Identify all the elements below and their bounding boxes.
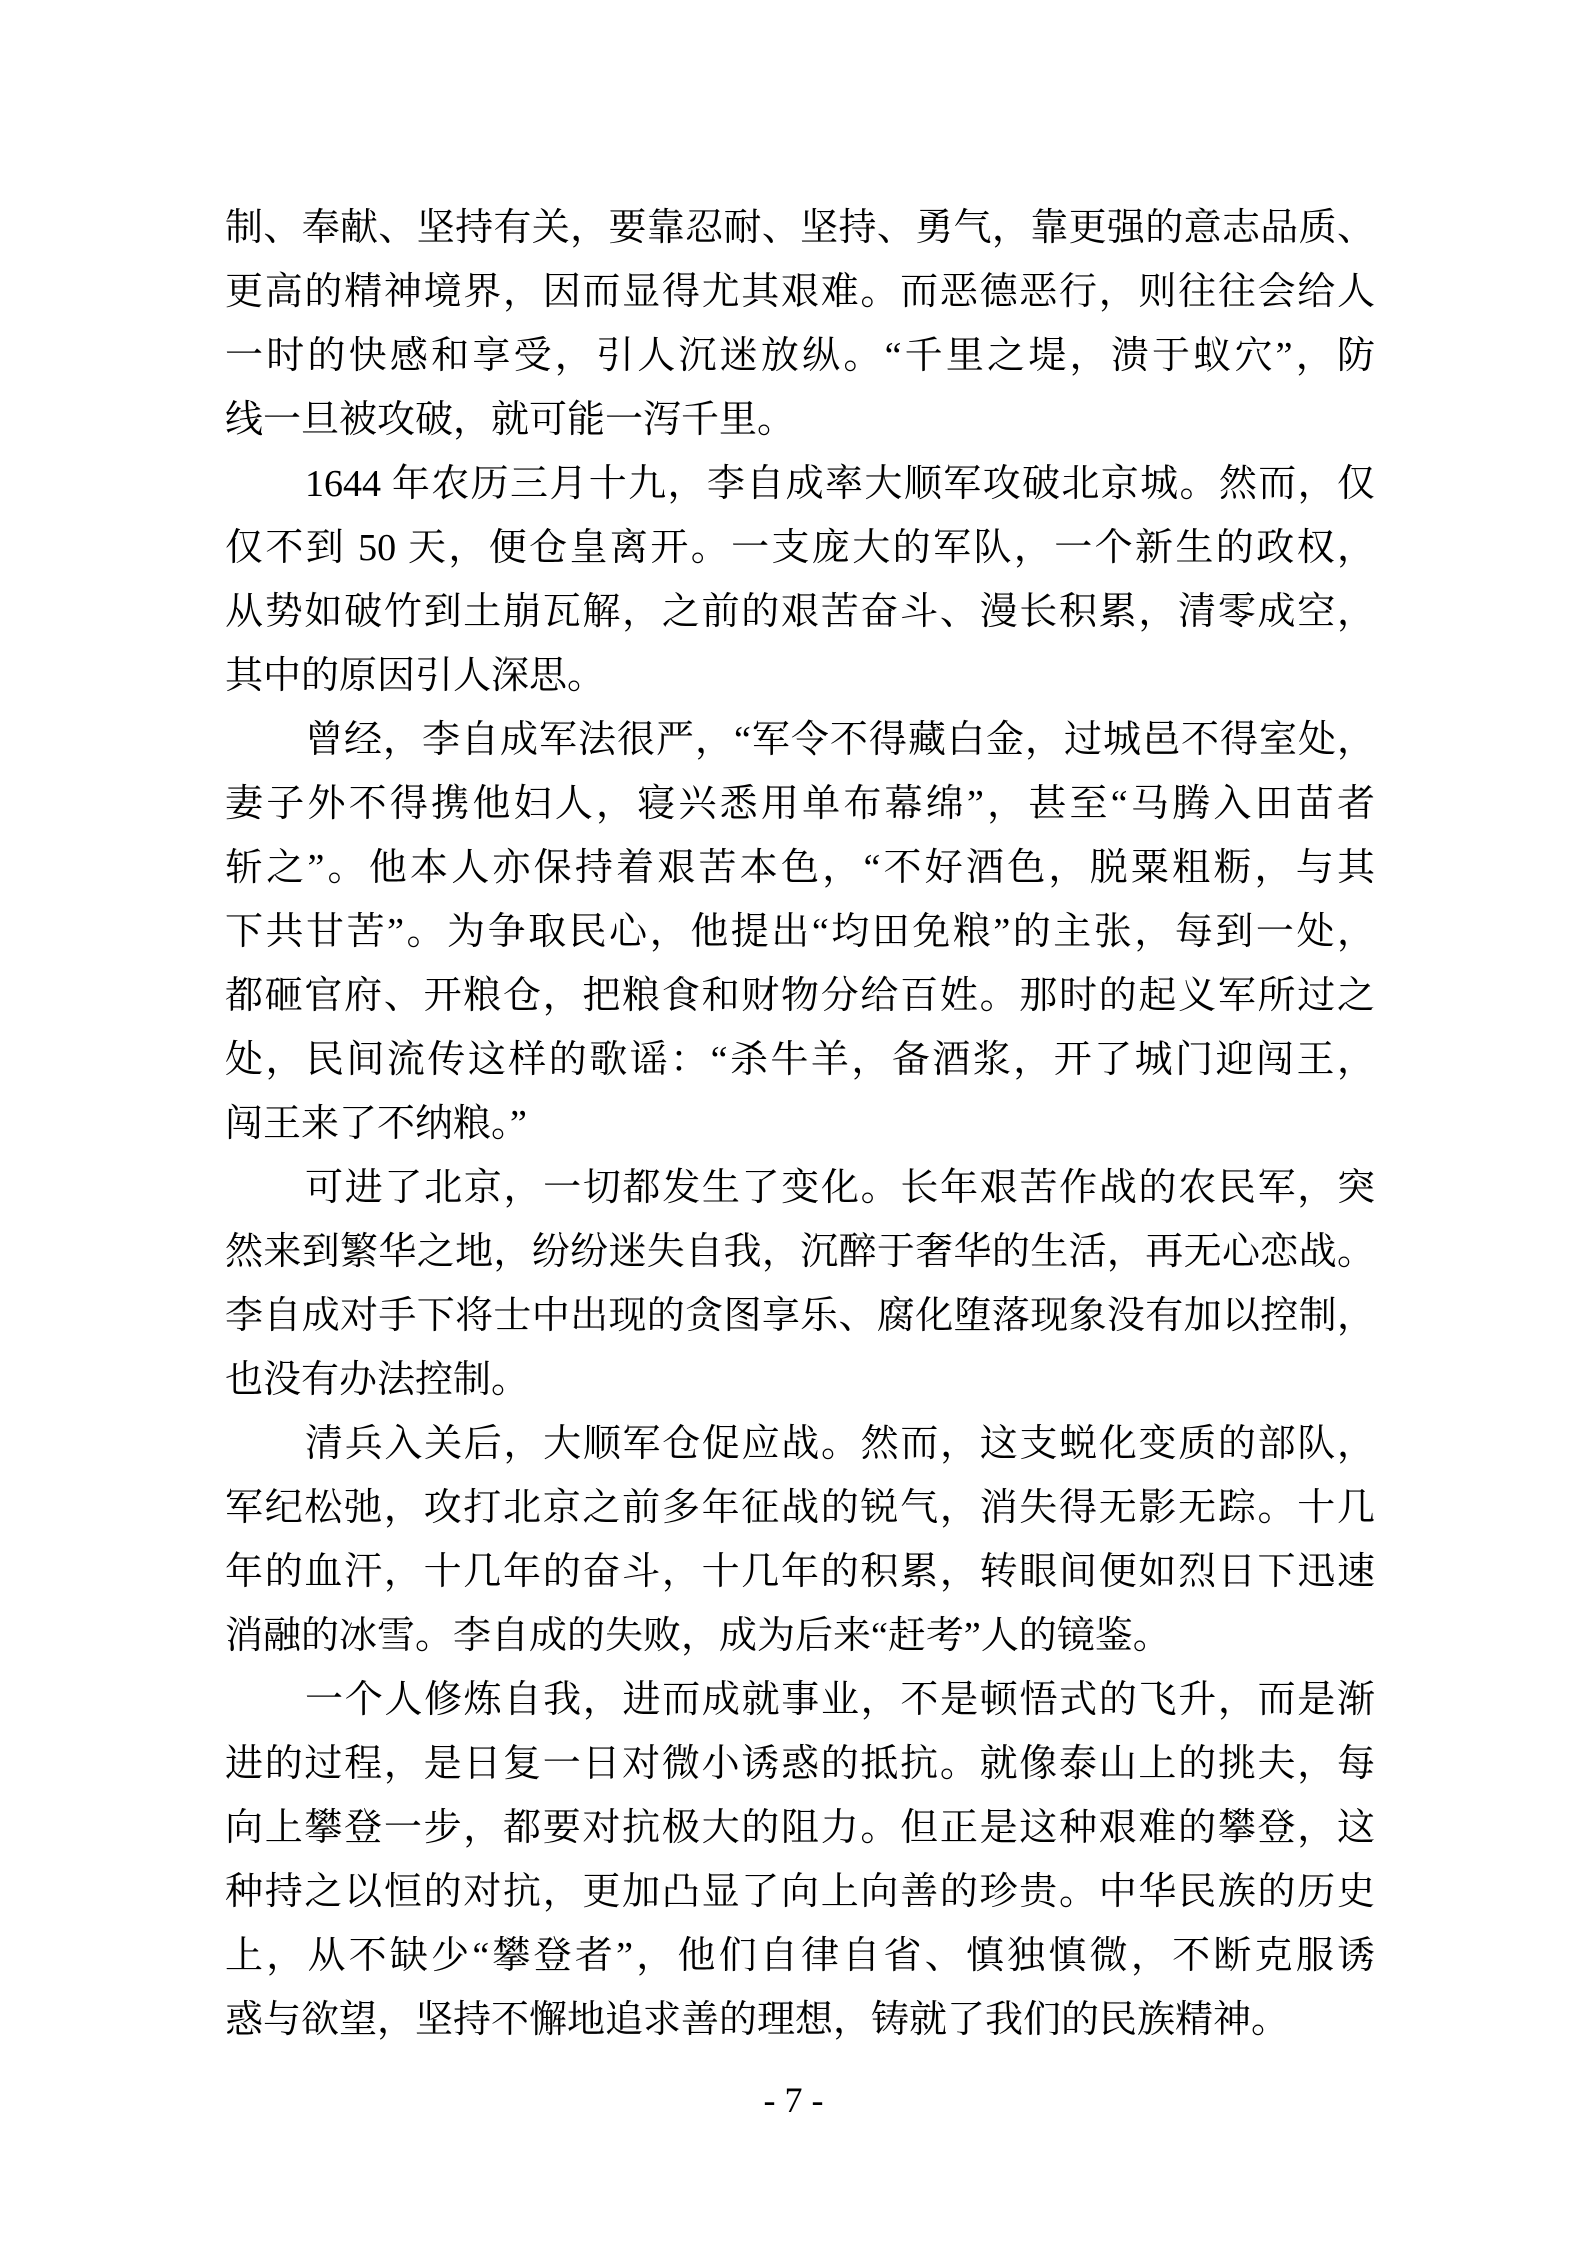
text-line: 也没有办法控制。 (225, 1359, 530, 1401)
text-line: 惑与欲望，坚持不懈地追求善的理想，铸就了我们的民族精神。 (225, 1999, 1290, 2041)
text-line: 上，从不缺少“攀登者”，他们自律自省、慎独慎微，不断克服诱 (225, 1935, 1375, 1977)
text-line: 制、奉献、坚持有关，要靠忍耐、坚持、勇气，靠更强的意志品质、 (225, 207, 1375, 249)
text-line: 向上攀登一步，都要对抗极大的阻力。但正是这种艰难的攀登，这 (225, 1807, 1375, 1849)
text-line: 处，民间流传这样的歌谣：“杀牛羊，备酒浆，开了城门迎闯王， (225, 1039, 1375, 1081)
body-text (225, 196, 1375, 2052)
text-line: 可进了北京，一切都发生了变化。长年艰苦作战的农民军，突 (305, 1167, 1375, 1209)
text-line: 都砸官府、开粮仓，把粮食和财物分给百姓。那时的起义军所过之 (225, 975, 1375, 1017)
text-line: 仅不到 50 天，便仓皇离开。一支庞大的军队，一个新生的政权， (225, 527, 1375, 569)
text-line: 线一旦被攻破，就可能一泻千里。 (225, 399, 796, 441)
text-line: 下共甘苦”。为争取民心，他提出“均田免粮”的主张，每到一处， (225, 911, 1375, 953)
page-number: - 7 - (763, 2080, 824, 2120)
text-line: 更高的精神境界，因而显得尤其艰难。而恶德恶行，则往往会给人 (225, 271, 1375, 313)
text-line: 消融的冰雪。李自成的失败，成为后来“赶考”人的镜鉴。 (225, 1615, 1171, 1657)
text-line: 李自成对手下将士中出现的贪图享乐、腐化堕落现象没有加以控制， (225, 1295, 1375, 1337)
text-line: 曾经，李自成军法很严，“军令不得藏白金，过城邑不得室处， (305, 719, 1375, 761)
text-line: 进的过程，是日复一日对微小诱惑的抵抗。就像泰山上的挑夫，每 (225, 1743, 1375, 1785)
text-line: 清兵入关后，大顺军仓促应战。然而，这支蜕化变质的部队， (305, 1423, 1375, 1465)
text-line: 一个人修炼自我，进而成就事业，不是顿悟式的飞升，而是渐 (305, 1679, 1375, 1721)
text-line: 然来到繁华之地，纷纷迷失自我，沉醉于奢华的生活，再无心恋战。 (225, 1231, 1375, 1273)
text-line: 从势如破竹到土崩瓦解，之前的艰苦奋斗、漫长积累，清零成空， (225, 591, 1375, 633)
text-line: 1644 年农历三月十九，李自成率大顺军攻破北京城。然而，仅 (305, 463, 1375, 505)
text-line: 斩之”。他本人亦保持着艰苦本色，“不好酒色，脱粟粗粝，与其 (225, 847, 1375, 889)
text-line: 一时的快感和享受，引人沉迷放纵。“千里之堤，溃于蚁穴”，防 (225, 335, 1375, 377)
text-line: 年的血汗，十几年的奋斗，十几年的积累，转眼间便如烈日下迅速 (225, 1551, 1375, 1593)
text-line: 妻子外不得携他妇人，寝兴悉用单布幕绵”，甚至“马腾入田苗者 (225, 783, 1375, 825)
text-line: 军纪松弛，攻打北京之前多年征战的锐气，消失得无影无踪。十几 (225, 1487, 1375, 1529)
text-line: 其中的原因引人深思。 (225, 655, 606, 697)
text-line: 种持之以恒的对抗，更加凸显了向上向善的珍贵。中华民族的历史 (225, 1871, 1375, 1913)
text-line: 闯王来了不纳粮。” (225, 1103, 527, 1145)
